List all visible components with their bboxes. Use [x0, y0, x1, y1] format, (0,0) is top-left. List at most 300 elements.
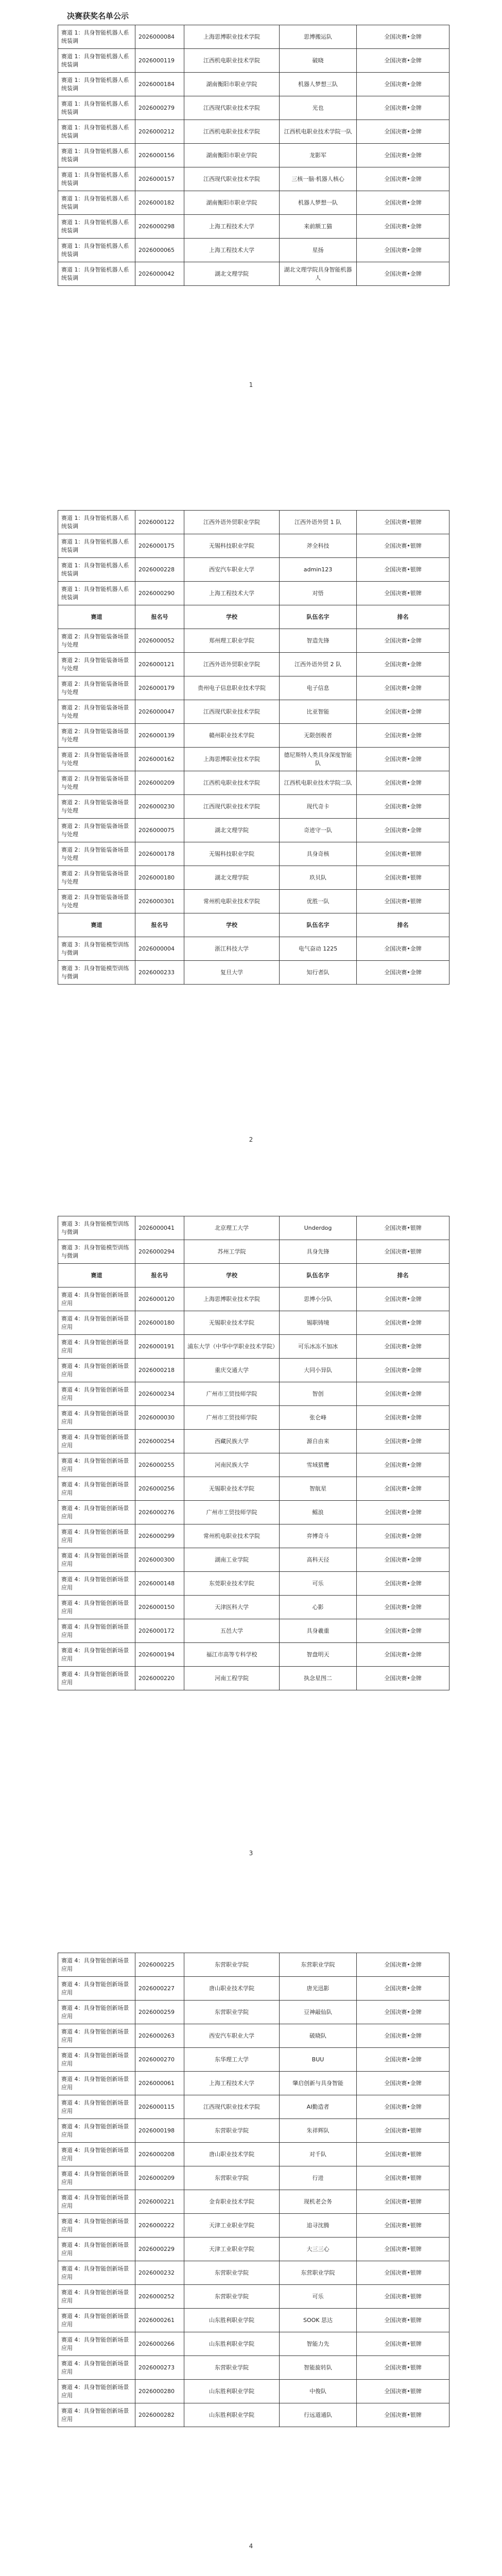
school-cell: 常州机电职业技术学院: [184, 1524, 280, 1548]
table-row: [58, 2261, 449, 2285]
registration-number-cell: 2026000280: [135, 2380, 184, 2403]
table-row: [58, 2214, 449, 2238]
track-cell: 赛道 4：具身智能创新场景应用: [58, 1524, 135, 1548]
registration-number-cell: 2026000229: [135, 2238, 184, 2261]
school-cell: 江西机电职业技术学院: [184, 49, 280, 73]
table-row: [58, 1501, 449, 1524]
registration-number-cell: 2026000276: [135, 1501, 184, 1524]
table-row: [58, 937, 449, 961]
table-header-row: [58, 605, 449, 629]
team-name-cell: BUU: [280, 2048, 357, 2072]
team-name-cell: 电子信息: [280, 676, 357, 700]
table-row: [58, 2166, 449, 2190]
registration-number-cell: 2026000273: [135, 2356, 184, 2380]
team-name-cell: 行进: [280, 2166, 357, 2190]
school-cell: 西藏民族大学: [184, 1430, 280, 1453]
table-row: [58, 2380, 449, 2403]
track-cell: 赛道 2：具身智能装备场景与处理: [58, 795, 135, 819]
rank-cell: 全国决赛•金牌: [357, 2072, 449, 2095]
registration-number-cell: 2026000148: [135, 1572, 184, 1596]
header-col-track: 赛道: [58, 913, 135, 937]
registration-number-cell: 2026000300: [135, 1548, 184, 1572]
school-cell: 湖南衡阳市职业学院: [184, 144, 280, 167]
header-col-rank: 排名: [357, 1264, 449, 1287]
school-cell: 重庆交通大学: [184, 1359, 280, 1382]
registration-number-cell: 2026000230: [135, 795, 184, 819]
table-row: [58, 724, 449, 748]
track-cell: 赛道 1：具身智能机器人系统装调: [58, 167, 135, 191]
table-row: [58, 890, 449, 913]
table-row: [58, 73, 449, 96]
registration-number-cell: 2026000266: [135, 2332, 184, 2356]
registration-number-cell: 2026000119: [135, 49, 184, 73]
school-cell: 广州市工贸技师学院: [184, 1501, 280, 1524]
school-cell: 东莞职业技术学院: [184, 1572, 280, 1596]
track-cell: 赛道 4：具身智能创新场景应用: [58, 2143, 135, 2166]
header-col-school: 学校: [184, 1264, 280, 1287]
rank-cell: 全国决赛•金牌: [357, 1524, 449, 1548]
school-cell: 湖南衡阳市职业学院: [184, 191, 280, 215]
track-cell: 赛道 4：具身智能创新场景应用: [58, 1548, 135, 1572]
table-row: [58, 2356, 449, 2380]
school-cell: 浙江科技大学: [184, 937, 280, 961]
registration-number-cell: 2026000061: [135, 2072, 184, 2095]
track-cell: 赛道 4：具身智能创新场景应用: [58, 2238, 135, 2261]
registration-number-cell: 2026000084: [135, 25, 184, 49]
registration-number-cell: 2026000221: [135, 2190, 184, 2214]
school-cell: 上海思博职业技术学院: [184, 25, 280, 49]
document-title: 决赛获奖名单公示: [67, 11, 129, 21]
track-cell: 赛道 3：具身智能模型训练与微调: [58, 937, 135, 961]
team-name-cell: 对千队: [280, 2143, 357, 2166]
header-col-school: 学校: [184, 605, 280, 629]
team-name-cell: 高科天径: [280, 1548, 357, 1572]
track-cell: 赛道 4：具身智能创新场景应用: [58, 2261, 135, 2285]
registration-number-cell: 2026000065: [135, 239, 184, 262]
rank-cell: 全国决赛•金牌: [357, 1287, 449, 1311]
track-cell: 赛道 1：具身智能机器人系统装调: [58, 215, 135, 239]
school-cell: 山东胜利职业学院: [184, 2332, 280, 2356]
school-cell: 河南工程学院: [184, 1667, 280, 1690]
team-name-cell: 对悟: [280, 582, 357, 605]
team-name-cell: 智航星: [280, 1477, 357, 1501]
rank-cell: 全国决赛•银牌: [357, 2166, 449, 2190]
track-cell: 赛道 4：具身智能创新场景应用: [58, 1382, 135, 1406]
track-cell: 赛道 2：具身智能装备场景与处理: [58, 866, 135, 890]
rank-cell: 全国决赛•金牌: [357, 25, 449, 49]
rank-cell: 全国决赛•金牌: [357, 2024, 449, 2048]
table-row: [58, 653, 449, 676]
table-row: [58, 2072, 449, 2095]
rank-cell: 全国决赛•金牌: [357, 2048, 449, 2072]
registration-number-cell: 2026000227: [135, 1977, 184, 2001]
rank-cell: 全国决赛•金牌: [357, 1453, 449, 1477]
rank-cell: 全国决赛•金牌: [357, 629, 449, 653]
team-name-cell: 现机老会务: [280, 2190, 357, 2214]
team-name-cell: 湖北文理学院具身智能机器人: [280, 262, 357, 286]
header-col-code: 报名号: [135, 605, 184, 629]
track-cell: 赛道 1：具身智能机器人系统装调: [58, 49, 135, 73]
school-cell: 江西现代职业技术学院: [184, 795, 280, 819]
table-row: [58, 1430, 449, 1453]
registration-number-cell: 2026000030: [135, 1406, 184, 1430]
registration-number-cell: 2026000156: [135, 144, 184, 167]
results-table-page-2: [58, 510, 449, 985]
table-row: [58, 1216, 449, 1240]
school-cell: 西安汽车职业大学: [184, 2024, 280, 2048]
school-cell: 湖南衡阳市职业学院: [184, 73, 280, 96]
table-row: [58, 2190, 449, 2214]
track-cell: 赛道 4：具身智能创新场景应用: [58, 1572, 135, 1596]
registration-number-cell: 2026000279: [135, 96, 184, 120]
rank-cell: 全国决赛•银牌: [357, 2285, 449, 2309]
rank-cell: 全国决赛•金牌: [357, 676, 449, 700]
school-cell: 复旦大学: [184, 961, 280, 985]
table-row: [58, 842, 449, 866]
team-name-cell: 优胜一队: [280, 890, 357, 913]
school-cell: 郑州理工职业学院: [184, 629, 280, 653]
track-cell: 赛道 4：具身智能创新场景应用: [58, 1596, 135, 1619]
track-cell: 赛道 4：具身智能创新场景应用: [58, 1311, 135, 1335]
table-row: [58, 215, 449, 239]
header-col-track: 赛道: [58, 605, 135, 629]
team-name-cell: 锡职铸境: [280, 1311, 357, 1335]
table-row: [58, 1596, 449, 1619]
rank-cell: 全国决赛•银牌: [357, 2119, 449, 2143]
rank-cell: 全国决赛•金牌: [357, 700, 449, 724]
registration-number-cell: 2026000184: [135, 73, 184, 96]
table-row: [58, 2309, 449, 2332]
team-name-cell: 电气奋动 1225: [280, 937, 357, 961]
table-row: [58, 1524, 449, 1548]
registration-number-cell: 2026000115: [135, 2095, 184, 2119]
registration-number-cell: 2026000270: [135, 2048, 184, 2072]
rank-cell: 全国决赛•金牌: [357, 1619, 449, 1643]
table-row: [58, 2048, 449, 2072]
table-row: [58, 819, 449, 842]
team-name-cell: 具身奇核: [280, 842, 357, 866]
track-cell: 赛道 4：具身智能创新场景应用: [58, 2024, 135, 2048]
track-cell: 赛道 2：具身智能装备场景与处理: [58, 890, 135, 913]
team-name-cell: 具身先锋: [280, 1240, 357, 1264]
track-cell: 赛道 1：具身智能机器人系统装调: [58, 511, 135, 534]
track-cell: 赛道 1：具身智能机器人系统装调: [58, 262, 135, 286]
track-cell: 赛道 3：具身智能模型训练与微调: [58, 961, 135, 985]
header-col-track: 赛道: [58, 1264, 135, 1287]
registration-number-cell: 2026000121: [135, 653, 184, 676]
rank-cell: 全国决赛•银牌: [357, 582, 449, 605]
rank-cell: 全国决赛•金牌: [357, 1501, 449, 1524]
registration-number-cell: 2026000232: [135, 2261, 184, 2285]
team-name-cell: 心影: [280, 1596, 357, 1619]
header-col-school: 学校: [184, 913, 280, 937]
track-cell: 赛道 2：具身智能装备场景与处理: [58, 629, 135, 653]
team-name-cell: 德尼斯特人类具身深度智能队: [280, 748, 357, 771]
results-table-page-4: [58, 1953, 449, 2427]
school-cell: 唐山职业技术学院: [184, 2143, 280, 2166]
rank-cell: 全国决赛•金牌: [357, 819, 449, 842]
team-name-cell: SOOK 思达: [280, 2309, 357, 2332]
rank-cell: 全国决赛•金牌: [357, 262, 449, 286]
school-cell: 湖北文理学院: [184, 262, 280, 286]
team-name-cell: 朱祥辉队: [280, 2119, 357, 2143]
school-cell: 江西外语外贸职业学院: [184, 653, 280, 676]
track-cell: 赛道 4：具身智能创新场景应用: [58, 2166, 135, 2190]
table-header-row: [58, 1264, 449, 1287]
table-row: [58, 1311, 449, 1335]
table-row: [58, 582, 449, 605]
school-cell: 金肯职业技术学院: [184, 2190, 280, 2214]
rank-cell: 全国决赛•金牌: [357, 1643, 449, 1667]
track-cell: 赛道 2：具身智能装备场景与处理: [58, 653, 135, 676]
school-cell: 贵州电子信息职业技术学院: [184, 676, 280, 700]
rank-cell: 全国决赛•金牌: [357, 1548, 449, 1572]
team-name-cell: 具身羲重: [280, 1619, 357, 1643]
table-row: [58, 239, 449, 262]
school-cell: 东营职业学院: [184, 2166, 280, 2190]
track-cell: 赛道 1：具身智能机器人系统装调: [58, 191, 135, 215]
rank-cell: 全国决赛•金牌: [357, 748, 449, 771]
track-cell: 赛道 4：具身智能创新场景应用: [58, 2403, 135, 2427]
registration-number-cell: 2026000208: [135, 2143, 184, 2166]
table-row: [58, 511, 449, 534]
school-cell: 苏州工学院: [184, 1240, 280, 1264]
team-name-cell: 可乐: [280, 1572, 357, 1596]
registration-number-cell: 2026000225: [135, 1953, 184, 1977]
rank-cell: 全国决赛•金牌: [357, 215, 449, 239]
track-cell: 赛道 2：具身智能装备场景与处理: [58, 676, 135, 700]
header-col-code: 报名号: [135, 913, 184, 937]
registration-number-cell: 2026000263: [135, 2024, 184, 2048]
registration-number-cell: 2026000299: [135, 1524, 184, 1548]
rank-cell: 全国决赛•金牌: [357, 1311, 449, 1335]
track-cell: 赛道 1：具身智能机器人系统装调: [58, 25, 135, 49]
track-cell: 赛道 1：具身智能机器人系统装调: [58, 144, 135, 167]
track-cell: 赛道 2：具身智能装备场景与处理: [58, 771, 135, 795]
school-cell: 五邑大学: [184, 1619, 280, 1643]
registration-number-cell: 2026000218: [135, 1359, 184, 1382]
header-col-team: 队伍名字: [280, 605, 357, 629]
team-name-cell: 思博搬运队: [280, 25, 357, 49]
rank-cell: 全国决赛•金牌: [357, 653, 449, 676]
school-cell: 山东胜利职业学院: [184, 2403, 280, 2427]
rank-cell: 全国决赛•金牌: [357, 239, 449, 262]
school-cell: 无锡职业技术学院: [184, 1477, 280, 1501]
track-cell: 赛道 4：具身智能创新场景应用: [58, 1643, 135, 1667]
registration-number-cell: 2026000178: [135, 842, 184, 866]
header-col-team: 队伍名字: [280, 1264, 357, 1287]
team-name-cell: 破晓: [280, 49, 357, 73]
school-cell: 天津工业职业学院: [184, 2238, 280, 2261]
school-cell: 东华理工大学: [184, 2048, 280, 2072]
table-row: [58, 1335, 449, 1359]
school-cell: 江西现代职业技术学院: [184, 700, 280, 724]
rank-cell: 全国决赛•金牌: [357, 120, 449, 144]
table-row: [58, 700, 449, 724]
table-row: [58, 1240, 449, 1264]
table-row: [58, 676, 449, 700]
rank-cell: 全国决赛•银牌: [357, 890, 449, 913]
rank-cell: 全国决赛•银牌: [357, 2190, 449, 2214]
track-cell: 赛道 1：具身智能机器人系统装调: [58, 582, 135, 605]
registration-number-cell: 2026000182: [135, 191, 184, 215]
school-cell: 江西现代职业技术学院: [184, 2095, 280, 2119]
table-row: [58, 2001, 449, 2024]
registration-number-cell: 2026000122: [135, 511, 184, 534]
team-name-cell: 肇启创新与具身智能: [280, 2072, 357, 2095]
rank-cell: 全国决赛•金牌: [357, 937, 449, 961]
school-cell: 山东胜利职业学院: [184, 2309, 280, 2332]
table-row: [58, 1619, 449, 1643]
table-row: [58, 866, 449, 890]
rank-cell: 全国决赛•金牌: [357, 1382, 449, 1406]
rank-cell: 全国决赛•银牌: [357, 2214, 449, 2238]
school-cell: 江西机电职业技术学院: [184, 771, 280, 795]
rank-cell: 全国决赛•金牌: [357, 724, 449, 748]
table-row: [58, 1406, 449, 1430]
table-row: [58, 1977, 449, 2001]
table-row: [58, 120, 449, 144]
school-cell: 湖北文理学院: [184, 819, 280, 842]
registration-number-cell: 2026000194: [135, 1643, 184, 1667]
table-row: [58, 1287, 449, 1311]
track-cell: 赛道 4：具身智能创新场景应用: [58, 2072, 135, 2095]
track-cell: 赛道 4：具身智能创新场景应用: [58, 2380, 135, 2403]
rank-cell: 全国决赛•金牌: [357, 144, 449, 167]
school-cell: 上海思博职业技术学院: [184, 748, 280, 771]
table-row: [58, 2024, 449, 2048]
registration-number-cell: 2026000261: [135, 2309, 184, 2332]
track-cell: 赛道 2：具身智能装备场景与处理: [58, 700, 135, 724]
track-cell: 赛道 4：具身智能创新场景应用: [58, 1430, 135, 1453]
table-row: [58, 2119, 449, 2143]
team-name-cell: 大三三心: [280, 2238, 357, 2261]
rank-cell: 全国决赛•银牌: [357, 2356, 449, 2380]
page-number: 2: [249, 1136, 253, 1143]
team-name-cell: 豆神敲仙队: [280, 2001, 357, 2024]
school-cell: 西安汽车职业大学: [184, 558, 280, 582]
rank-cell: 全国决赛•银牌: [357, 866, 449, 890]
registration-number-cell: 2026000282: [135, 2403, 184, 2427]
track-cell: 赛道 2：具身智能装备场景与处理: [58, 724, 135, 748]
registration-number-cell: 2026000004: [135, 937, 184, 961]
rank-cell: 全国决赛•金牌: [357, 1977, 449, 2001]
table-row: [58, 49, 449, 73]
school-cell: 湖南工业学院: [184, 1548, 280, 1572]
school-cell: 东营职业学院: [184, 2285, 280, 2309]
header-col-team: 队伍名字: [280, 913, 357, 937]
registration-number-cell: 2026000255: [135, 1453, 184, 1477]
track-cell: 赛道 3：具身智能模型训练与微调: [58, 1216, 135, 1240]
rank-cell: 全国决赛•金牌: [357, 191, 449, 215]
rank-cell: 全国决赛•金牌: [357, 73, 449, 96]
table-row: [58, 96, 449, 120]
registration-number-cell: 2026000150: [135, 1596, 184, 1619]
team-name-cell: 龙影军: [280, 144, 357, 167]
table-row: [58, 144, 449, 167]
track-cell: 赛道 3：具身智能模型训练与微调: [58, 1240, 135, 1264]
rank-cell: 全国决赛•金牌: [357, 1953, 449, 1977]
track-cell: 赛道 1：具身智能机器人系统装调: [58, 73, 135, 96]
registration-number-cell: 2026000172: [135, 1619, 184, 1643]
school-cell: 上海工程技术大学: [184, 582, 280, 605]
team-name-cell: 现代奇卡: [280, 795, 357, 819]
team-name-cell: 智能旋转队: [280, 2356, 357, 2380]
school-cell: 常州机电职业技术学院: [184, 890, 280, 913]
team-name-cell: 知行者队: [280, 961, 357, 985]
school-cell: 广州市工贸技师学院: [184, 1406, 280, 1430]
track-cell: 赛道 4：具身智能创新场景应用: [58, 2285, 135, 2309]
track-cell: 赛道 4：具身智能创新场景应用: [58, 1619, 135, 1643]
rank-cell: 全国决赛•金牌: [357, 1335, 449, 1359]
registration-number-cell: 2026000120: [135, 1287, 184, 1311]
team-name-cell: AI勤造者: [280, 2095, 357, 2119]
school-cell: 东营职业学院: [184, 2119, 280, 2143]
rank-cell: 全国决赛•金牌: [357, 771, 449, 795]
table-row: [58, 2143, 449, 2166]
table-row: [58, 1643, 449, 1667]
table-row: [58, 2095, 449, 2119]
rank-cell: 全国决赛•银牌: [357, 2332, 449, 2356]
team-name-cell: 奇迹守一队: [280, 819, 357, 842]
table-row: [58, 534, 449, 558]
team-name-cell: 源自由来: [280, 1430, 357, 1453]
table-header-row: [58, 913, 449, 937]
team-name-cell: 智盘明天: [280, 1643, 357, 1667]
registration-number-cell: 2026000298: [135, 215, 184, 239]
registration-number-cell: 2026000047: [135, 700, 184, 724]
school-cell: 上海工程技术大学: [184, 2072, 280, 2095]
table-row: [58, 2285, 449, 2309]
registration-number-cell: 2026000209: [135, 2166, 184, 2190]
rank-cell: 全国决赛•银牌: [357, 2309, 449, 2332]
team-name-cell: 鳐浪: [280, 1501, 357, 1524]
registration-number-cell: 2026000234: [135, 1382, 184, 1406]
team-name-cell: 江西外语外贸 2 队: [280, 653, 357, 676]
team-name-cell: 斧全科技: [280, 534, 357, 558]
registration-number-cell: 2026000256: [135, 1477, 184, 1501]
registration-number-cell: 2026000259: [135, 2001, 184, 2024]
table-row: [58, 167, 449, 191]
track-cell: 赛道 4：具身智能创新场景应用: [58, 2095, 135, 2119]
registration-number-cell: 2026000157: [135, 167, 184, 191]
team-name-cell: 大同小异队: [280, 1359, 357, 1382]
track-cell: 赛道 4：具身智能创新场景应用: [58, 1501, 135, 1524]
team-name-cell: 江西机电职业技术学院二队: [280, 771, 357, 795]
school-cell: 天津工业职业学院: [184, 2214, 280, 2238]
school-cell: 河南民族大学: [184, 1453, 280, 1477]
team-name-cell: 执念星图二: [280, 1667, 357, 1690]
registration-number-cell: 2026000180: [135, 1311, 184, 1335]
team-name-cell: admin123: [280, 558, 357, 582]
registration-number-cell: 2026000042: [135, 262, 184, 286]
table-row: [58, 961, 449, 985]
page-number: 4: [249, 2543, 253, 2550]
table-row: [58, 1382, 449, 1406]
page-number: 3: [249, 1850, 253, 1857]
track-cell: 赛道 4：具身智能创新场景应用: [58, 2332, 135, 2356]
registration-number-cell: 2026000139: [135, 724, 184, 748]
registration-number-cell: 2026000209: [135, 771, 184, 795]
track-cell: 赛道 1：具身智能机器人系统装调: [58, 239, 135, 262]
header-col-code: 报名号: [135, 1264, 184, 1287]
table-row: [58, 1548, 449, 1572]
rank-cell: 全国决赛•金牌: [357, 795, 449, 819]
school-cell: 北京理工大学: [184, 1216, 280, 1240]
team-name-cell: Underdog: [280, 1216, 357, 1240]
school-cell: 江西现代职业技术学院: [184, 96, 280, 120]
registration-number-cell: 2026000220: [135, 1667, 184, 1690]
